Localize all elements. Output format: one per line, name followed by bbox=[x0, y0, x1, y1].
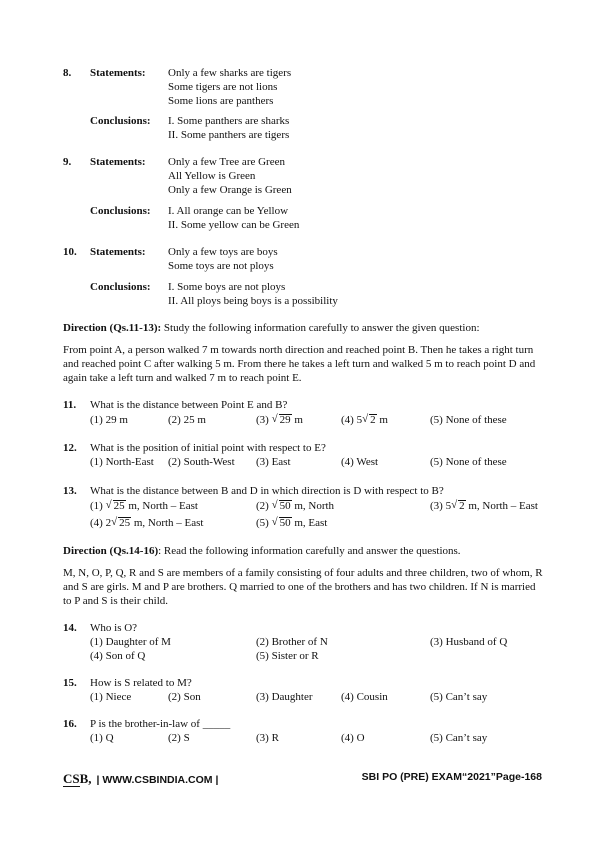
statement-line: Only a few Tree are Green bbox=[168, 156, 285, 168]
option-1: (1) Daughter of M bbox=[90, 636, 171, 648]
footer-page-info: SBI PO (PRE) EXAM“2021”Page-168 bbox=[361, 771, 542, 783]
option-2: (2) Brother of N bbox=[256, 636, 328, 648]
option-3: (3) Daughter bbox=[256, 691, 313, 703]
option-4: (4) Son of Q bbox=[90, 650, 146, 662]
question-number: 10. bbox=[63, 246, 77, 258]
direction-text: Study the following information carefully to answer the given question: bbox=[161, 322, 480, 334]
question-text: What is the distance between Point E and B? bbox=[90, 399, 288, 411]
question-number: 14. bbox=[63, 622, 77, 634]
option-2: (2) Son bbox=[168, 691, 201, 703]
option-2: (2) √ 50 m, North bbox=[256, 499, 335, 512]
option-5: (5) None of these bbox=[430, 414, 507, 426]
csb-logo: CSB, bbox=[63, 771, 92, 786]
question-number: 9. bbox=[63, 156, 72, 168]
statements-label: Statements: bbox=[90, 156, 146, 168]
option-5: (5) Can’t say bbox=[430, 691, 488, 703]
sqrt-symbol: √ 2 bbox=[451, 499, 465, 512]
option-1: (1) North-East bbox=[90, 456, 154, 468]
option-4: (4) 2 √ 25 m, North – East bbox=[90, 516, 204, 529]
option-1: (1) 29 m bbox=[90, 414, 128, 426]
option-4: (4) O bbox=[341, 732, 365, 744]
sqrt-symbol: √ 50 bbox=[271, 499, 291, 512]
statement-line: Some tigers are not lions bbox=[168, 81, 278, 93]
direction-passage: From point A, a person walked 7 m towards north direction and reached point B. Then he takes a right turn and reached point C after walking 5 m. From there he takes a left turn and walked 5 m to reach point D and again take a left turn and walked 7 m to reach point E. bbox=[63, 344, 536, 385]
option-3: (3) √ 29 m bbox=[256, 413, 303, 426]
option-1: (1) Niece bbox=[90, 691, 132, 703]
question-number: 11. bbox=[63, 399, 77, 411]
conclusion-line: I. Some boys are not ploys bbox=[168, 281, 286, 293]
conclusion-line: II. Some yellow can be Green bbox=[168, 219, 300, 231]
option-3: (3) 5 √ 2 m, North – East bbox=[430, 499, 538, 512]
statement-line: Some toys are not ploys bbox=[168, 260, 274, 272]
option-2: (2) S bbox=[168, 732, 190, 744]
sqrt-symbol: √ 2 bbox=[362, 413, 376, 426]
option-5: (5) Can’t say bbox=[430, 732, 488, 744]
direction-heading-11-13 bbox=[63, 321, 480, 335]
option-5: (5) Sister or R bbox=[256, 650, 319, 662]
footer-left bbox=[63, 771, 218, 787]
question-number: 15. bbox=[63, 677, 77, 689]
statement-line: Only a few Orange is Green bbox=[168, 184, 292, 196]
option-4: (4) 5 √ 2 m bbox=[341, 413, 388, 426]
conclusion-line: I. All orange can be Yellow bbox=[168, 205, 289, 217]
sqrt-symbol: √ 50 bbox=[271, 516, 291, 529]
direction-title: Direction (Qs.14-16) bbox=[63, 545, 159, 557]
sqrt-symbol: √ 29 bbox=[271, 413, 291, 426]
question-text: P is the brother-in-law of _____ bbox=[90, 718, 231, 730]
option-4: (4) Cousin bbox=[341, 691, 388, 703]
question-text: What is the distance between B and D in which direction is D with respect to B? bbox=[90, 485, 444, 497]
option-3: (3) East bbox=[256, 456, 291, 468]
statement-line: All Yellow is Green bbox=[168, 170, 256, 182]
option-5: (5) √ 50 m, East bbox=[256, 516, 328, 529]
statement-line: Some lions are panthers bbox=[168, 95, 274, 107]
conclusions-label: Conclusions: bbox=[90, 205, 151, 217]
statement-line: Only a few sharks are tigers bbox=[168, 67, 292, 79]
conclusion-line: II. All ploys being boys is a possibility bbox=[168, 295, 338, 307]
direction-title: Direction (Qs.11-13): bbox=[63, 322, 162, 334]
footer-website: | WWW.CSBINDIA.COM | bbox=[93, 774, 219, 786]
statements-label: Statements: bbox=[90, 246, 146, 258]
sqrt-symbol: √ 25 bbox=[105, 499, 125, 512]
option-3: (3) R bbox=[256, 732, 279, 744]
conclusions-label: Conclusions: bbox=[90, 281, 151, 293]
statements-label: Statements: bbox=[90, 67, 146, 79]
option-2: (2) South-West bbox=[168, 456, 235, 468]
question-number: 12. bbox=[63, 442, 77, 454]
sqrt-symbol: √ 25 bbox=[111, 516, 131, 529]
option-5: (5) None of these bbox=[430, 456, 507, 468]
statement-line: Only a few toys are boys bbox=[168, 246, 278, 258]
question-number: 8. bbox=[63, 67, 72, 79]
option-1: (1) √ 25 m, North – East bbox=[90, 499, 198, 512]
question-text: What is the position of initial point with respect to E? bbox=[90, 442, 326, 454]
direction-heading-14-16 bbox=[63, 544, 461, 558]
option-1: (1) Q bbox=[90, 732, 114, 744]
conclusion-line: I. Some panthers are sharks bbox=[168, 115, 290, 127]
question-number: 13. bbox=[63, 485, 77, 497]
option-2: (2) 25 m bbox=[168, 414, 206, 426]
direction-text: : Read the following information carefully and answer the questions. bbox=[158, 545, 461, 557]
option-4: (4) West bbox=[341, 456, 379, 468]
question-text: Who is O? bbox=[90, 622, 138, 634]
option-3: (3) Husband of Q bbox=[430, 636, 508, 648]
question-number: 16. bbox=[63, 718, 77, 730]
conclusions-label: Conclusions: bbox=[90, 115, 151, 127]
conclusion-line: II. Some panthers are tigers bbox=[168, 129, 290, 141]
question-text: How is S related to M? bbox=[90, 677, 192, 689]
direction-passage: M, N, O, P, Q, R and S are members of a family consisting of four adults and three children, two of whom, R and S are girls. M and P are brothers. Q married to one of the brothers and has two children. If N is married to P and S is their child. bbox=[63, 567, 543, 608]
